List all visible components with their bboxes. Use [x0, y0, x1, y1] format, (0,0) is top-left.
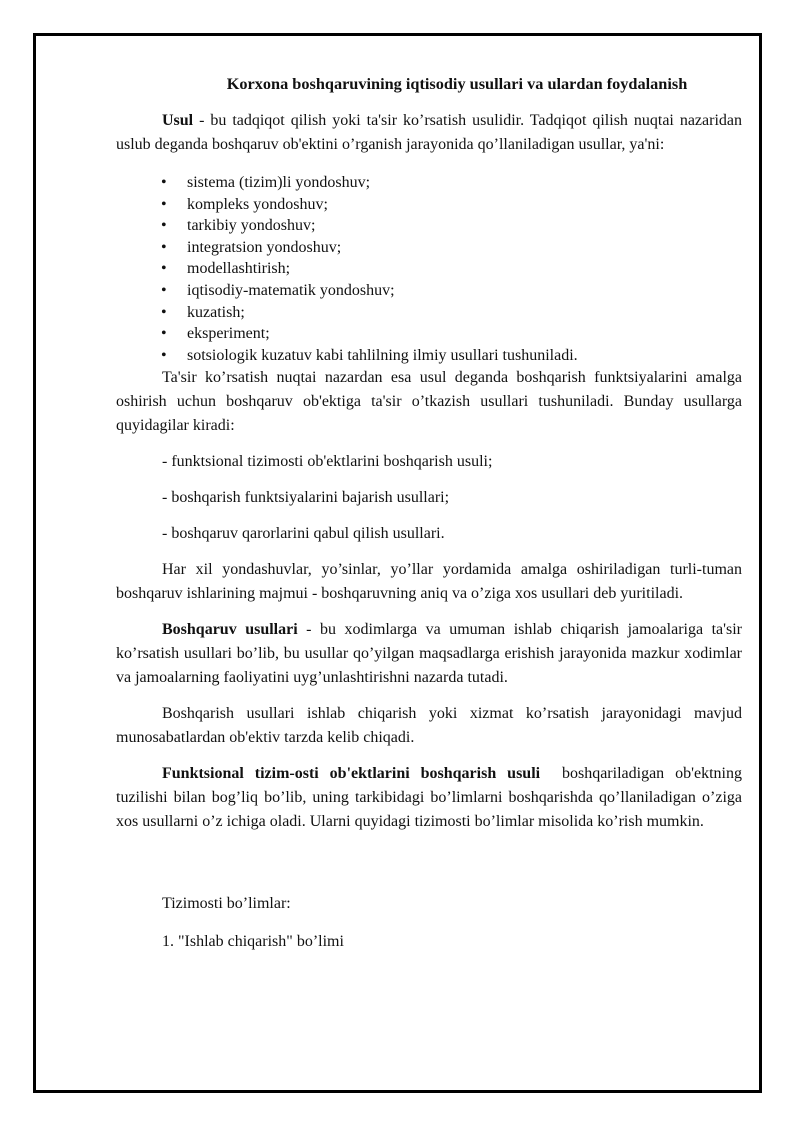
- bullet-icon: •: [161, 281, 167, 299]
- paragraph-text: boshqariladigan ob'ektning tuzilishi bilan bog’liq bo’lib, uning tarkibidagi bo’limlarni boshqarishda qo’llaniladigan o’ziga xos usullarni o’z ichiga oladi. Ularni quyidagi tizimosti bo’limlar misolida ko’rish mumkin.: [116, 765, 746, 831]
- bullet-icon: •: [161, 195, 167, 213]
- paragraph-usul-definition: [116, 109, 742, 157]
- list-item: • kuzatish;: [116, 302, 742, 324]
- document-body: [116, 72, 746, 954]
- paragraph-approaches: Har xil yondashuvlar, yo’sinlar, yo’llar yordamida amalga oshiriladigan turli-tuman boshqaruv ishlarining majmui - boshqaruvning aniq va o’ziga xos usullari deb yuritiladi.: [116, 561, 742, 603]
- bullet-icon: •: [161, 303, 167, 321]
- list-item: • modellashtirish;: [116, 258, 742, 280]
- bullet-icon: •: [161, 238, 167, 256]
- dash-item: - boshqarish funktsiyalarini bajarish usullari;: [162, 489, 450, 507]
- dash-item: - funktsional tizimosti ob'ektlarini boshqarish usuli;: [162, 453, 493, 471]
- paragraph-text: - bu tadqiqot qilish yoki ta'sir ko’rsatish usulidir. Tadqiqot qilish nuqtai nazaridan uslub deganda boshqaruv ob'ektini o’rganish jarayonida qo’llaniladigan usullar, ya'ni:: [116, 112, 742, 153]
- research-methods-list: [116, 172, 742, 366]
- numbered-item: 1. "Ishlab chiqarish" bo’limi: [162, 933, 344, 951]
- bullet-icon: •: [161, 325, 167, 343]
- dash-item: - boshqaruv qarorlarini qabul qilish usullari.: [162, 525, 445, 543]
- term-funktsional-tizim-osti: Funktsional tizim-osti ob'ektlarini boshqarish usuli: [162, 765, 541, 783]
- list-item: • eksperiment;: [116, 323, 742, 345]
- list-item: • tarkibiy yondoshuv;: [116, 215, 742, 237]
- bullet-icon: •: [161, 346, 167, 364]
- document-title: Korxona boshqaruvining iqtisodiy usullari va ulardan foydalanish: [226, 74, 688, 93]
- subheading: Tizimosti bo’limlar:: [162, 895, 291, 913]
- bullet-icon: •: [161, 174, 167, 191]
- list-item: • sotsiologik kuzatuv kabi tahlilning ilmiy usullari tushuniladi.: [116, 345, 742, 367]
- list-item: • iqtisodiy-matematik yondoshuv;: [116, 280, 742, 302]
- bullet-icon: •: [161, 260, 167, 278]
- paragraph-objective-origin: Boshqarish usullari ishlab chiqarish yoki xizmat ko’rsatish jarayonidagi mavjud munosabatlardan ob'ektiv tarzda kelib chiqadi.: [116, 705, 742, 747]
- paragraph-management-methods: [116, 618, 742, 690]
- term-boshqaruv-usullari: Boshqaruv usullari: [162, 621, 298, 639]
- paragraph-text: - bu xodimlarga va umuman ishlab chiqarish jamoalariga ta'sir ko’rsatish usullari bo’lib, bu usullar qo’yilgan maqsadlarga erishish jarayonida mazkur xodimlar va jamoalarning faoliyatini uyg’unlashtirishni nazarda tutadi.: [116, 621, 743, 687]
- bullet-icon: •: [161, 217, 167, 235]
- paragraph-influence-methods: Ta'sir ko’rsatish nuqtai nazardan esa usul deganda boshqarish funktsiyalarini amalga oshirish uchun boshqaruv ob'ektiga ta'sir o’tkazish usullari tushuniladi. Bunday usullarga quyidagilar kiradi:: [116, 369, 742, 435]
- list-item: • integratsion yondoshuv;: [116, 237, 742, 259]
- term-usul: Usul: [162, 112, 194, 129]
- list-item: • sistema (tizim)li yondoshuv;: [116, 172, 742, 194]
- list-item: • kompleks yondoshuv;: [116, 194, 742, 216]
- paragraph-functional-subsystem: [116, 762, 746, 834]
